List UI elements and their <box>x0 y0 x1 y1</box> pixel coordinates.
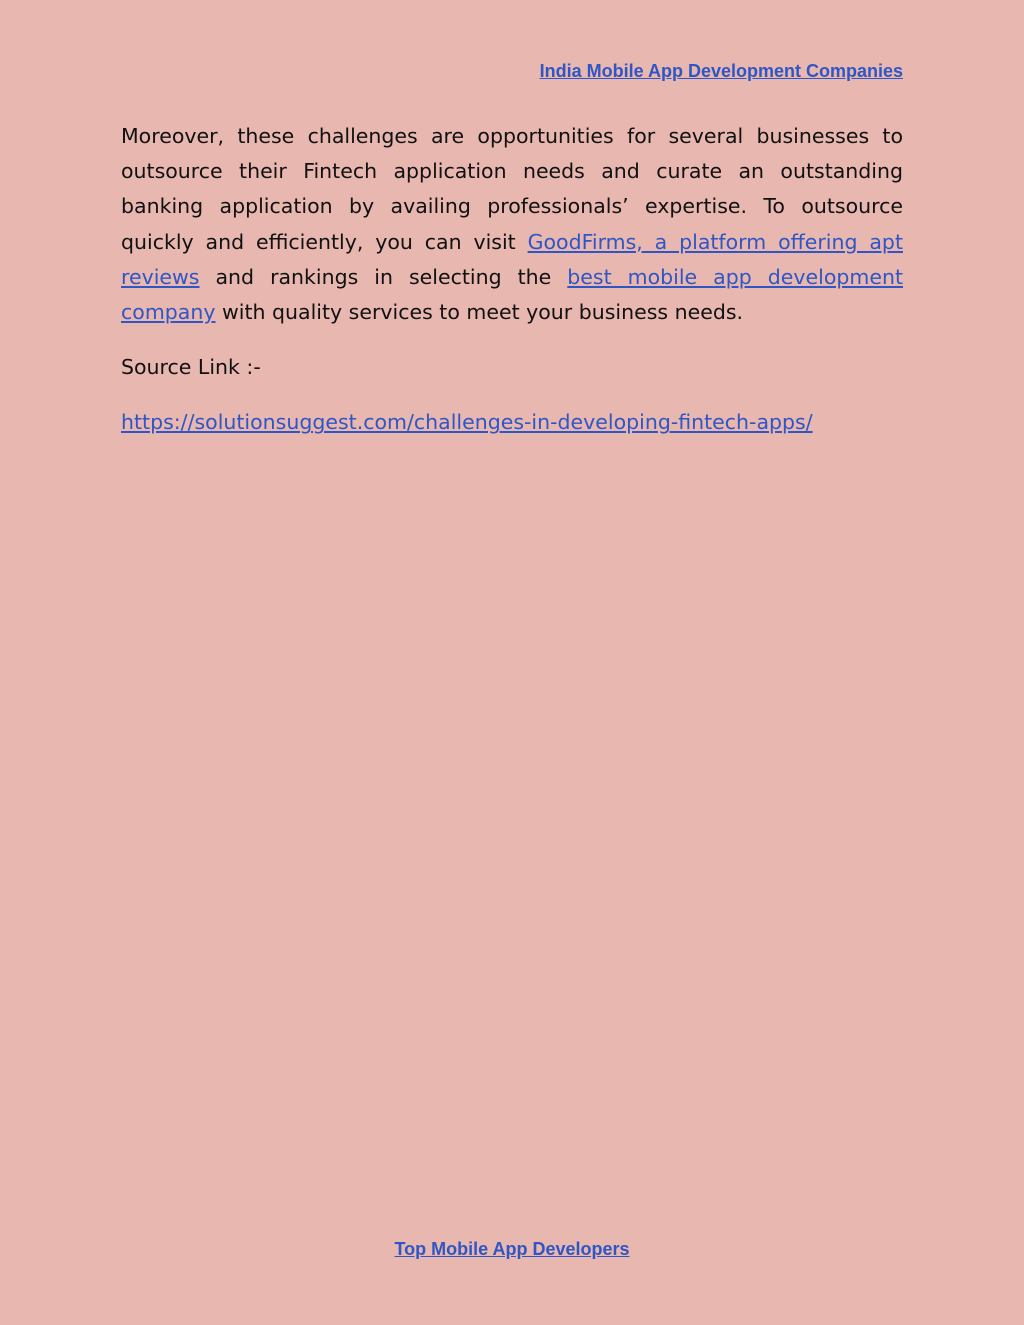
main-paragraph <box>121 119 903 330</box>
best-mobile-app-company-link[interactable]: best mobile app development company <box>121 264 903 325</box>
paragraph-text-1: Moreover, these challenges are opportunities for several businesses to outsource their Fintech application needs and curate an outstanding banking application by availing professionals’ expertise. To outsource quickly and efficiently, you can visit <box>121 124 903 254</box>
paragraph-text-2: and rankings in selecting the <box>199 264 568 289</box>
source-url-link[interactable]: https://solutionsuggest.com/challenges-in-developing-fintech-apps/ <box>121 410 813 435</box>
document-body <box>121 119 903 441</box>
footer-link-top-mobile-app-developers[interactable]: Top Mobile App Developers <box>394 1239 630 1259</box>
header-link-india-mobile-app-companies[interactable]: India Mobile App Development Companies <box>539 61 903 81</box>
footer <box>0 1239 1024 1260</box>
paragraph-text-3: with quality services to meet your business needs. <box>215 300 744 325</box>
goodfirms-link[interactable]: GoodFirms, a platform offering apt reviews <box>121 229 903 289</box>
source-label: Source Link :- <box>121 355 261 380</box>
